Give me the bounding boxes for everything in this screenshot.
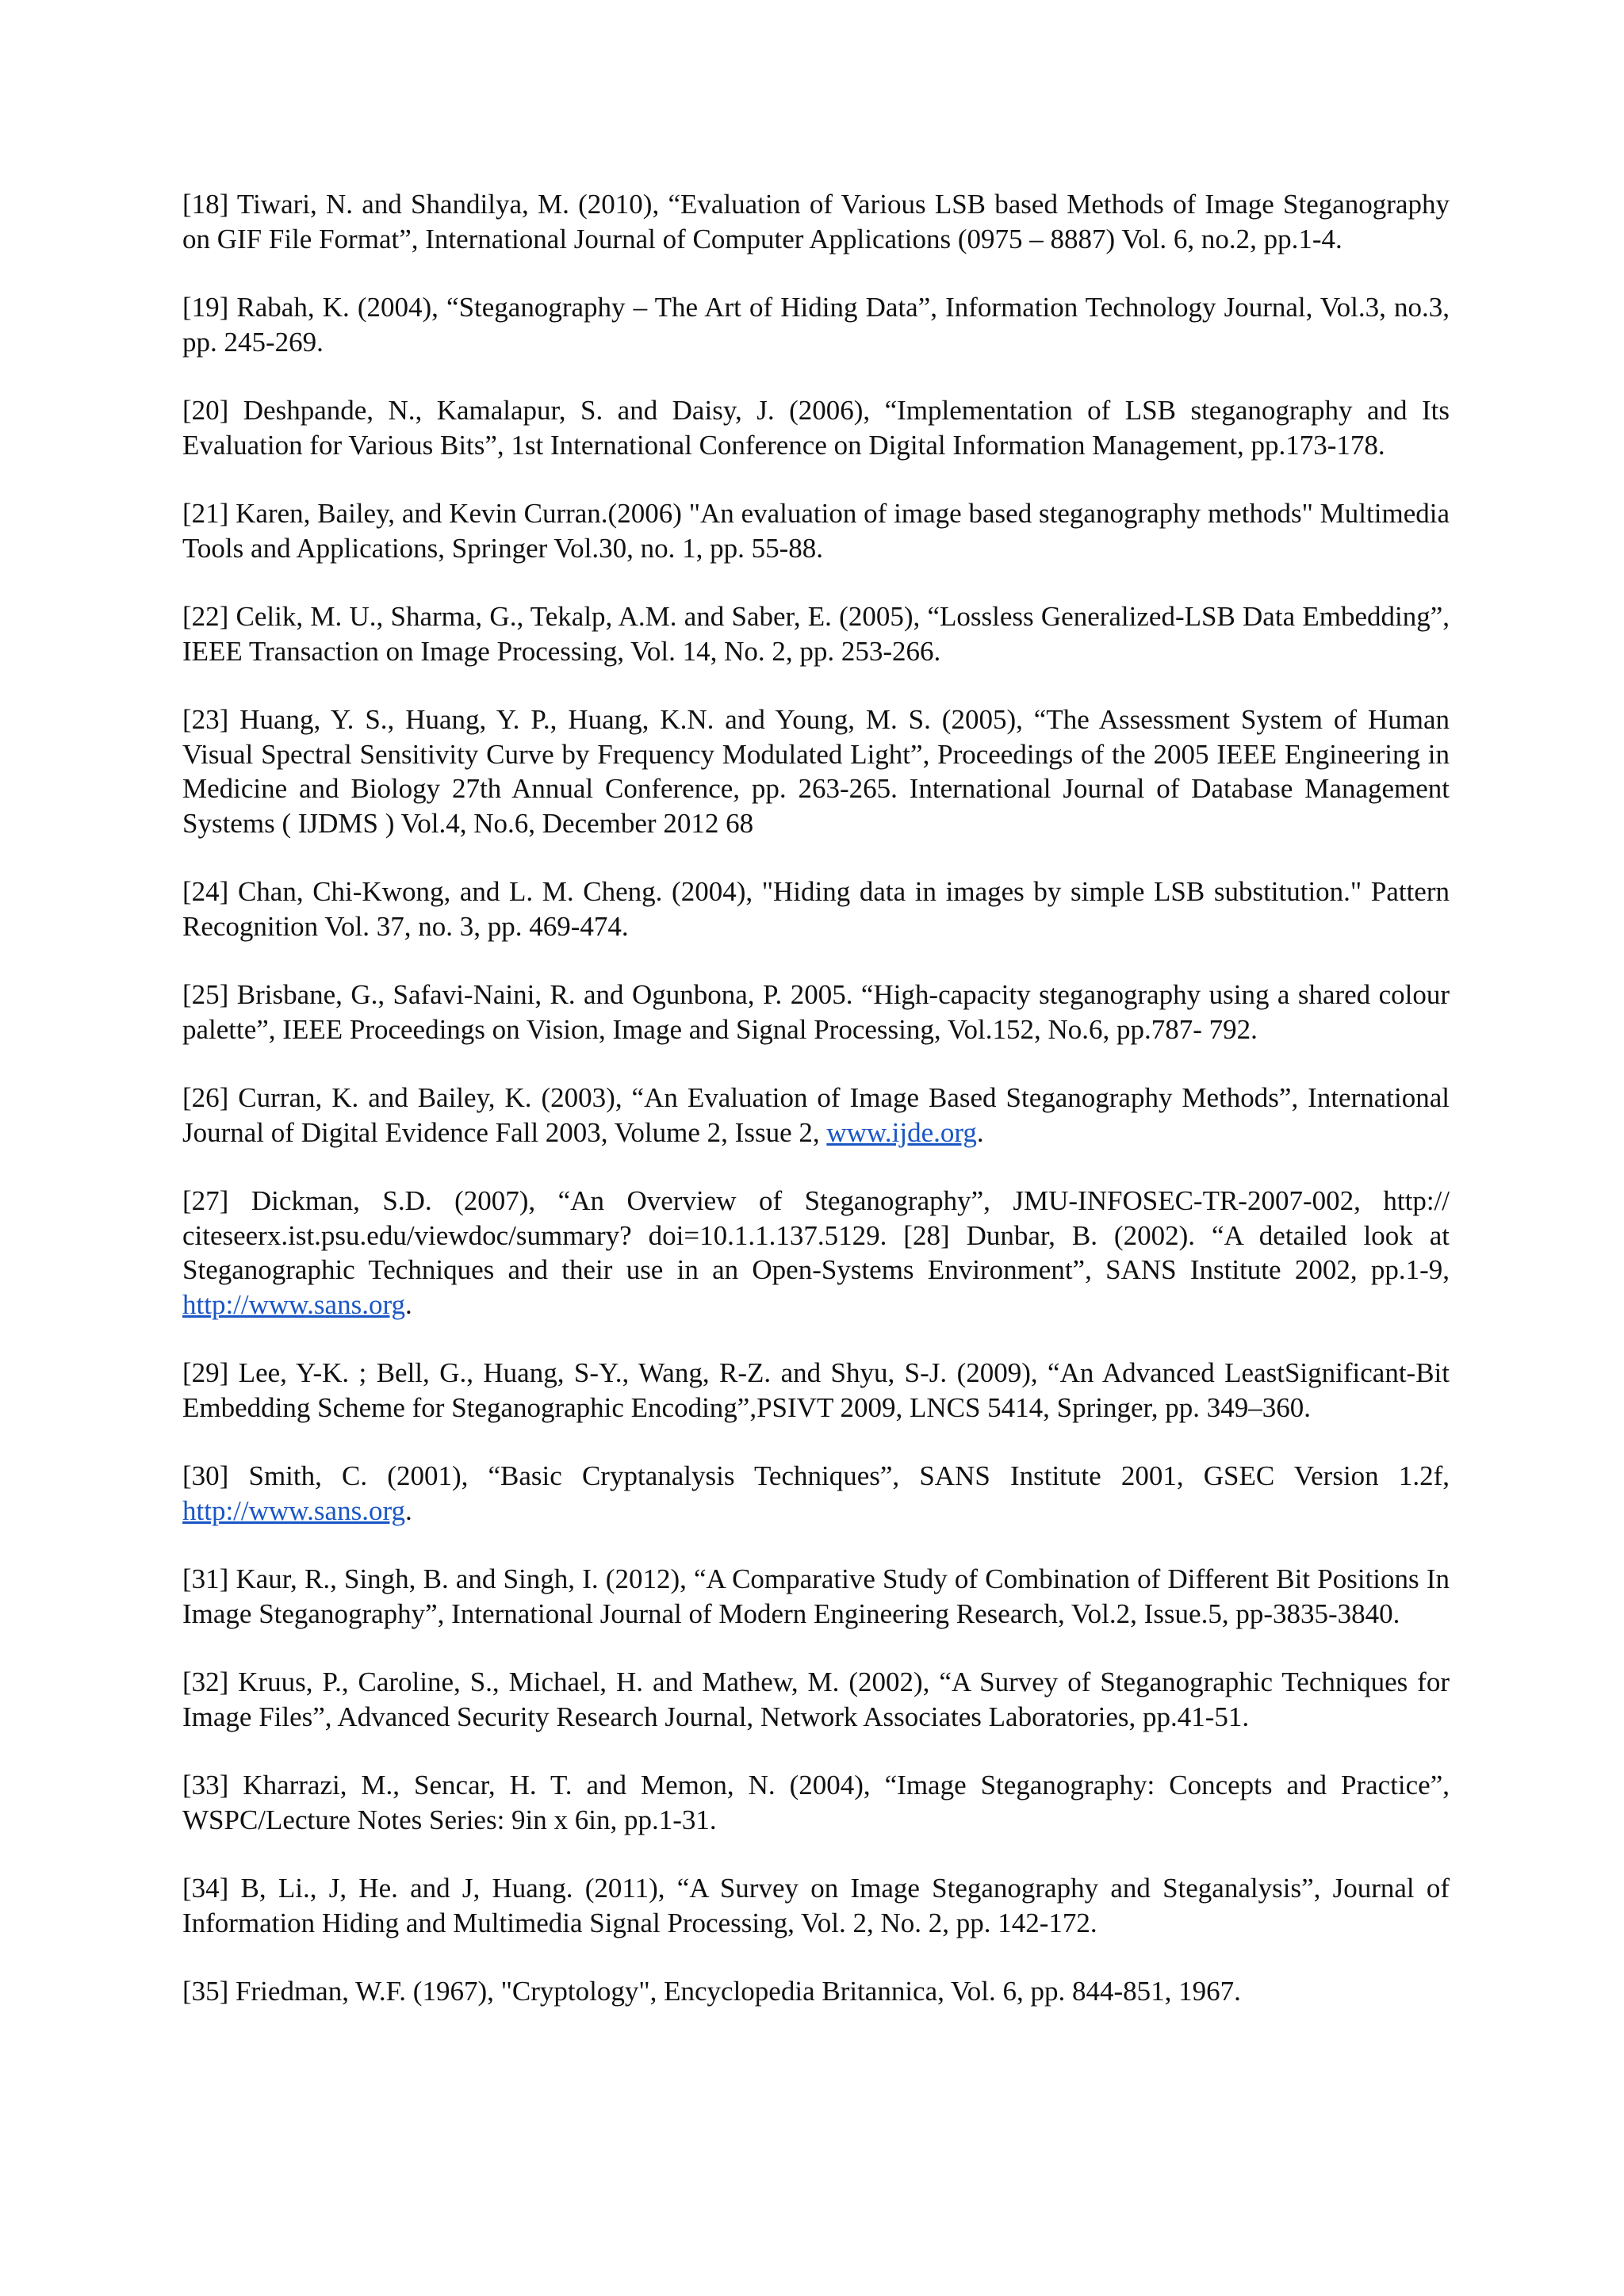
reference-19: [182, 290, 1450, 359]
reference-text: [32] Kruus, P., Caroline, S., Michael, H. and Mathew, M. (2002), “A Survey of Steganographic Techniques for Image Files”, Advanced Security Research Journal, Network Associates Laboratories, pp.41-51.: [182, 1667, 1450, 1732]
reference-text: [35] Friedman, W.F. (1967), "Cryptology", Encyclopedia Britannica, Vol. 6, pp. 844-851, 1967.: [182, 1976, 1241, 2007]
reference-text: [30] Smith, C. (2001), “Basic Cryptanalysis Techniques”, SANS Institute 2001, GSEC Version 1.2f,: [182, 1460, 1450, 1491]
reference-text: [20] Deshpande, N., Kamalapur, S. and Daisy, J. (2006), “Implementation of LSB steganography and Its Evaluation for Various Bits”, 1st International Conference on Digital Information Management, pp.173-178.: [182, 395, 1450, 461]
sans-link[interactable]: http://www.sans.org: [182, 1494, 405, 1526]
reference-text: [31] Kaur, R., Singh, B. and Singh, I. (2012), “A Comparative Study of Combination of Different Bit Positions In Image Steganography”, International Journal of Modern Engineering Research, Vol.2, Issue.5, pp-3835-3840.: [182, 1563, 1450, 1629]
reference-text: [24] Chan, Chi-Kwong, and L. M. Cheng. (2004), "Hiding data in images by simple LSB substitution." Pattern Recognition Vol. 37, no. 3, pp. 469-474.: [182, 876, 1450, 942]
reference-35: [182, 1974, 1450, 2009]
reference-33: [182, 1768, 1450, 1837]
reference-text: [23] Huang, Y. S., Huang, Y. P., Huang, K.N. and Young, M. S. (2005), “The Assessment System of Human Visual Spectral Sensitivity Curve by Frequency Modulated Light”, Proceedings of the 2005 IEEE Engineering in Medicine and Biology 27th Annual Conference, pp. 263-265. International Journal of Database Management Systems ( IJDMS ) Vol.4, No.6, December 2012 68: [182, 704, 1450, 839]
reference-text: [21] Karen, Bailey, and Kevin Curran.(2006) "An evaluation of image based steganography methods" Multimedia Tools and Applications, Springer Vol.30, no. 1, pp. 55-88.: [182, 498, 1450, 564]
reference-text: [33] Kharrazi, M., Sencar, H. T. and Memon, N. (2004), “Image Steganography: Concepts and Practice”, WSPC/Lecture Notes Series: 9in x 6in, pp.1-31.: [182, 1770, 1450, 1835]
reference-text: [25] Brisbane, G., Safavi-Naini, R. and Ogunbona, P. 2005. “High-capacity steganography using a shared colour palette”, IEEE Proceedings on Vision, Image and Signal Processing, Vol.152, No.6, pp.787- 792.: [182, 979, 1450, 1045]
reference-25: [182, 978, 1450, 1047]
reference-text: [22] Celik, M. U., Sharma, G., Tekalp, A.M. and Saber, E. (2005), “Lossless Generalized-LSB Data Embedding”, IEEE Transaction on Image Processing, Vol. 14, No. 2, pp. 253-266.: [182, 601, 1450, 667]
reference-text: [26] Curran, K. and Bailey, K. (2003), “An Evaluation of Image Based Steganography Methods”, International Journal of Digital Evidence Fall 2003, Volume 2, Issue 2,: [182, 1082, 1450, 1148]
reference-27-28: [182, 1184, 1450, 1322]
reference-30: [182, 1459, 1450, 1528]
reference-20: [182, 393, 1450, 462]
reference-text: [29] Lee, Y-K. ; Bell, G., Huang, S-Y., Wang, R-Z. and Shyu, S-J. (2009), “An Advanced LeastSignificant-Bit Embedding Scheme for Steganographic Encoding”,PSIVT 2009, LNCS 5414, Springer, pp. 349–360.: [182, 1357, 1450, 1423]
reference-text: .: [404, 1494, 412, 1526]
ijde-link[interactable]: www.ijde.org: [826, 1116, 977, 1148]
sans-link[interactable]: http://www.sans.org: [182, 1288, 405, 1320]
reference-21: [182, 496, 1450, 565]
reference-34: [182, 1871, 1450, 1940]
reference-22: [182, 599, 1450, 668]
reference-26: [182, 1081, 1450, 1150]
reference-text: .: [976, 1116, 984, 1148]
reference-text: .: [404, 1288, 412, 1320]
reference-text: [19] Rabah, K. (2004), “Steganography – The Art of Hiding Data”, Information Technology Journal, Vol.3, no.3, pp. 245-269.: [182, 292, 1450, 358]
reference-31: [182, 1562, 1450, 1631]
reference-text: [34] B, Li., J, He. and J, Huang. (2011), “A Survey on Image Steganography and Steganalysis”, Journal of Information Hiding and Multimedia Signal Processing, Vol. 2, No. 2, pp. 142-172.: [182, 1873, 1450, 1938]
reference-18: [182, 187, 1450, 256]
reference-23: [182, 702, 1450, 840]
reference-list: [182, 187, 1450, 2043]
reference-29: [182, 1356, 1450, 1425]
reference-text: [18] Tiwari, N. and Shandilya, M. (2010), “Evaluation of Various LSB based Methods of Image Steganography on GIF File Format”, International Journal of Computer Applications (0975 – 8887) Vol. 6, no.2, pp.1-4.: [182, 189, 1450, 254]
reference-32: [182, 1665, 1450, 1734]
reference-24: [182, 874, 1450, 943]
reference-text: [27] Dickman, S.D. (2007), “An Overview of Steganography”, JMU-INFOSEC-TR-2007-002, http:// citeseerx.ist.psu.edu/viewdoc/summary? doi=10.1.1.137.5129. [28] Dunbar, B. (2002). “A detailed look at Steganographic Techniques and their use in an Open-Systems Environment”, SANS Institute 2002, pp.1-9,: [182, 1185, 1450, 1285]
